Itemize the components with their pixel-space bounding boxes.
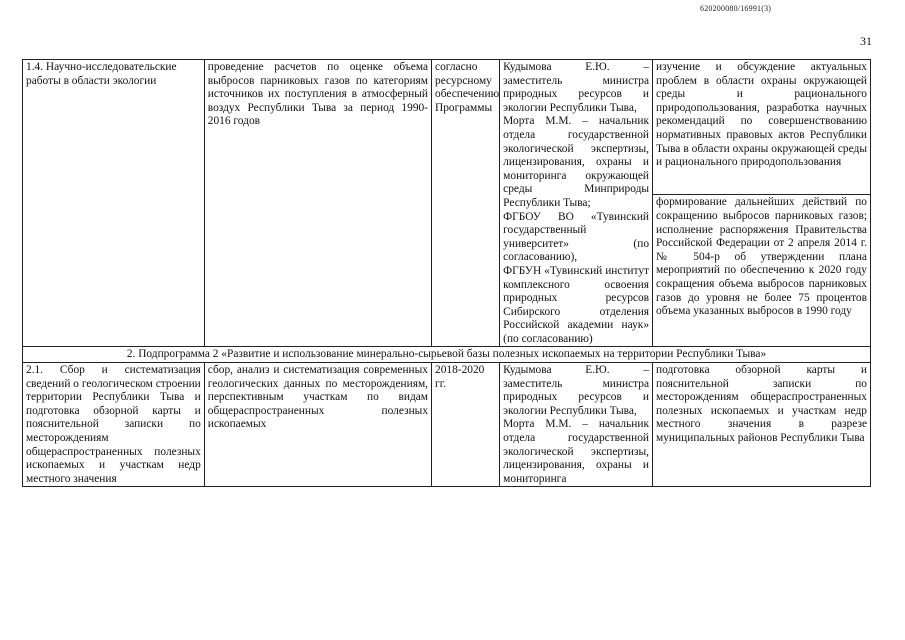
result-text: подготовка обзорной карты и пояснительной записки по месторождениям общераспространенных полезных ископаемых и участкам недр местного значения в разрезе муниципальных районов Республики Тыва [656, 364, 867, 445]
document-code: 620200080/16991(3) [700, 4, 772, 13]
measure-name-cell [23, 363, 205, 487]
responsible-item: ФГБОУ ВО «Тувинский государственный университет» (по согласованию), [503, 210, 650, 264]
responsible-item: Кудымова Е.Ю. – заместитель министра природных ресурсов и экологии Республики Тыва, [503, 61, 650, 114]
subprogram-title: 2. Подпрограмма 2 «Развитие и использование минерально-сырьевой базы полезных ископаемых на территории Республики Тыва» [126, 348, 767, 361]
activity-cell [204, 60, 431, 347]
subprogram-heading [23, 347, 871, 363]
activity-text: проведение расчетов по оценке объема выбросов парниковых газов по категориям источников их поступления в атмосферный воздух Республики Тыва за период 1990-2016 годов [207, 61, 429, 128]
measure-name-cell [23, 60, 205, 347]
measures-table [22, 59, 871, 487]
result-text: формирование дальнейших действий по сокращению выбросов парниковых газов; исполнение распоряжения Правительства Российской Федерации от 2 апреля 2014 г. № 504-р об утверждении плана мероприятий по обеспечению к 2020 году сокращения объема выбросов парниковых газов до уровня не более 75 процентов объема указанных выбросов в 1990 году [656, 196, 867, 318]
responsible-cell [500, 363, 653, 487]
table-row [23, 60, 871, 195]
activity-text: сбор, анализ и систематизация современных геологических данных по месторождениям, перспективным участкам по видам общераспространенных полезных ископаемых [207, 364, 429, 431]
table-row [23, 363, 871, 487]
activity-cell [204, 363, 431, 487]
responsible-cell [500, 60, 653, 347]
result-cell [653, 363, 871, 487]
responsible-item: Кудымова Е.Ю. – заместитель министра природных ресурсов и экологии Республики Тыва, [503, 364, 650, 417]
result-text: изучение и обсуждение актуальных проблем в области охраны окружающей среды и рационального природопользования, разработка научных рекомендаций по совершенствованию нормативных правовых актов Республики Тыва в области охраны окружающей среды и рационального природопользования [656, 61, 867, 169]
period-cell [432, 60, 500, 347]
measure-name: 1.4. Научно-исследовательские работы в области экологии [26, 61, 177, 87]
result-cell [653, 60, 871, 195]
measure-name: 2.1. Сбор и систематизация сведений о геологическом строении территории Республики Тыва и подготовка обзорной карты и пояснительной записки по месторождениям общераспространенных полезных ископаемых и участкам недр местного значения [26, 364, 201, 485]
responsible-item: Морта М.М. – начальник отдела государственной экологической экспертизы, лицензирования, охраны и мониторинга окружающей среды Минприроды Республики Тыва; [503, 115, 650, 209]
period-cell [432, 363, 500, 487]
responsible-item: Морта М.М. – начальник отдела государственной экологической экспертизы, лицензирования, охраны и мониторинга [503, 418, 650, 485]
period-text: 2018-2020 гг. [435, 364, 485, 390]
page-number: 31 [860, 34, 872, 48]
result-cell [653, 195, 871, 347]
responsible-item: ФГБУН «Тувинский институт комплексного освоения природных ресурсов Сибирского отделения Российской академии наук» (по согласованию) [503, 264, 650, 345]
period-text: согласно ресурсному обеспечению Программы [435, 61, 500, 114]
subprogram-row [23, 347, 871, 363]
